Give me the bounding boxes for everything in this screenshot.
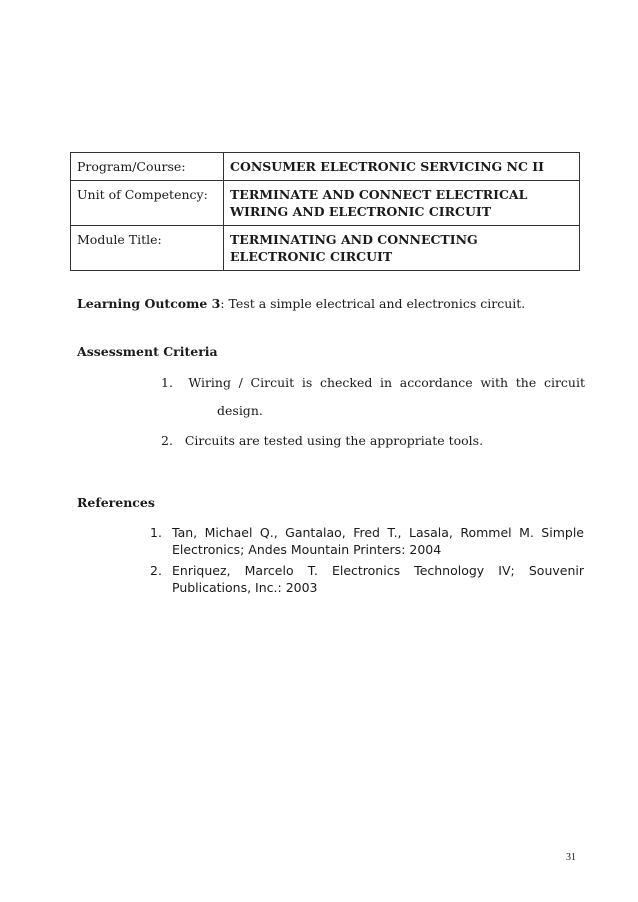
table-row: [71, 153, 580, 181]
criterion-number: 2.: [161, 433, 173, 448]
reference-text: Tan, Michael Q., Gantalao, Fred T., Lasala, Rommel M. Simple Electronics; Andes Mountain Printers: 2004: [172, 525, 584, 557]
table-row: [71, 226, 580, 271]
criterion-text: Wiring / Circuit is checked in accordance with the circuit: [188, 375, 585, 390]
module-title-label: Module Title:: [71, 226, 224, 271]
assessment-criteria-heading: Assessment Criteria: [77, 344, 218, 359]
module-title-value: TERMINATING AND CONNECTING ELECTRONIC CIRCUIT: [224, 226, 580, 271]
reference-item: [150, 524, 584, 558]
assessment-criterion-1-continuation: design.: [217, 403, 263, 418]
module-info-table: [70, 152, 580, 271]
learning-outcome-label: Learning Outcome 3: [77, 296, 221, 311]
program-course-value: CONSUMER ELECTRONIC SERVICING NC II: [224, 153, 580, 181]
program-course-label: Program/Course:: [71, 153, 224, 181]
references-heading: References: [77, 495, 155, 510]
reference-number: 1.: [150, 525, 162, 540]
page-number: 31: [566, 852, 576, 863]
criterion-number: 1.: [161, 375, 173, 390]
unit-of-competency-label: Unit of Competency:: [71, 181, 224, 226]
reference-number: 2.: [150, 563, 162, 578]
learning-outcome-text: : Test a simple electrical and electronics circuit.: [220, 296, 526, 311]
unit-of-competency-value: TERMINATE AND CONNECT ELECTRICAL WIRING AND ELECTRONIC CIRCUIT: [224, 181, 580, 226]
criterion-text: Circuits are tested using the appropriate tools.: [184, 433, 484, 448]
reference-text: Enriquez, Marcelo T. Electronics Technology IV; Souvenir Publications, Inc.: 2003: [172, 563, 584, 595]
table-row: [71, 181, 580, 226]
reference-item: [150, 562, 584, 596]
assessment-criterion-2: [161, 433, 483, 448]
learning-outcome: [77, 296, 525, 311]
assessment-criterion-1: [161, 375, 585, 390]
